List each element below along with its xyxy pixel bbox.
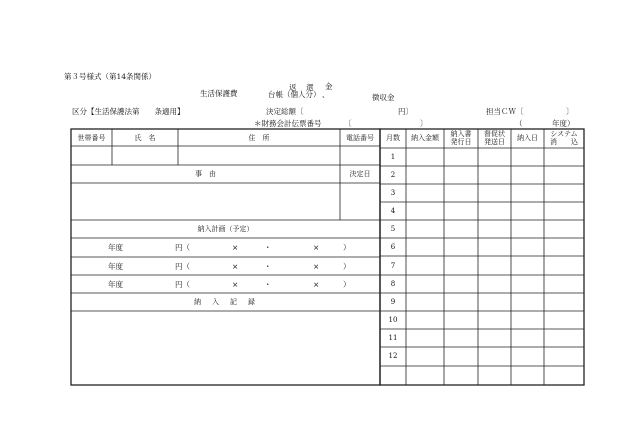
plan-close: ）: [343, 280, 351, 289]
plan-yen: 円（: [175, 262, 190, 271]
plan-yen: 円（: [175, 280, 190, 289]
header-amount: 納入金額: [411, 134, 439, 142]
title-upper-right: 金: [325, 82, 333, 91]
plan-header: 納入計画（予定）: [197, 225, 254, 233]
plan-dot: ・: [264, 280, 272, 289]
header-system-line1: システム: [550, 130, 578, 138]
accounting-open: 〔: [344, 119, 352, 128]
plan-year: 年度: [108, 262, 123, 271]
header-notice-line1: 納入書: [450, 130, 472, 138]
plan-mark-2: ×: [313, 280, 320, 289]
header-months: 月数: [386, 134, 400, 142]
cw-close: 〕: [566, 107, 574, 116]
form-number: 第３号様式（第14条関係）: [64, 72, 157, 81]
title-book: 台帳（個人分）: [268, 90, 321, 99]
kubun-label: 区分【生活保護法第 条適用】: [72, 107, 185, 116]
plan-year: 年度: [108, 243, 123, 252]
decided-total-label: 決定総額〔: [266, 107, 304, 116]
row-number: 2: [390, 171, 396, 179]
header-address: 住 所: [248, 134, 270, 142]
row-number: 10: [388, 316, 398, 324]
header-notice-line2: 発行日: [450, 138, 472, 146]
plan-year: 年度: [108, 280, 123, 289]
record-header: 納 入 記 録: [194, 298, 257, 306]
fiscal-year-open: （: [515, 119, 523, 128]
accounting-label: ＊財務会計伝票番号: [254, 119, 322, 128]
plan-mark: ×: [232, 262, 239, 271]
header-notice-issue-date: [444, 130, 478, 146]
decided-total-close: 円〕: [398, 107, 413, 116]
plan-mark-2: ×: [313, 262, 320, 271]
title-category: 生活保護費: [200, 89, 238, 98]
header-reminder-send-date: [478, 130, 511, 146]
decision-date-header: 決定日: [349, 170, 371, 178]
plan-dot: ・: [264, 262, 272, 271]
header-payment-date: 納入日: [517, 134, 538, 142]
header-reminder-line2: 発送日: [484, 138, 505, 146]
row-number: 1: [390, 153, 396, 161]
header-name: 氏 名: [134, 134, 156, 142]
row-number: 3: [390, 189, 396, 197]
reason-header: 事 由: [195, 170, 216, 178]
row-number: 4: [390, 207, 396, 215]
row-number: 11: [388, 334, 398, 342]
row-number: 9: [390, 298, 396, 306]
plan-mark: ×: [232, 243, 239, 252]
row-number: 6: [390, 243, 396, 251]
row-number: 8: [390, 280, 396, 288]
plan-close: ）: [343, 243, 351, 252]
header-household-number: 世帯番号: [77, 134, 106, 142]
header-reminder-line1: 督促状: [484, 130, 505, 138]
plan-dot: ・: [264, 243, 272, 252]
plan-yen: 円（: [175, 243, 190, 252]
header-system-line2: 消 込: [550, 138, 578, 146]
header-phone: 電話番号: [346, 134, 374, 142]
accounting-close: 〕: [420, 119, 428, 128]
row-number: 12: [388, 352, 398, 360]
title-levy: 徴収金: [372, 93, 395, 102]
fiscal-year-close: 年度）: [552, 119, 575, 128]
title-upper-kana: 返 還: [289, 83, 315, 92]
header-system-reconcile: [544, 130, 584, 146]
plan-close: ）: [343, 262, 351, 271]
cw-label: 担当ＣＷ〔: [486, 107, 524, 116]
plan-mark: ×: [232, 280, 239, 289]
row-number: 5: [390, 225, 396, 233]
title-comma: 、: [322, 90, 330, 99]
row-number: 7: [390, 262, 396, 270]
plan-mark-2: ×: [313, 243, 320, 252]
